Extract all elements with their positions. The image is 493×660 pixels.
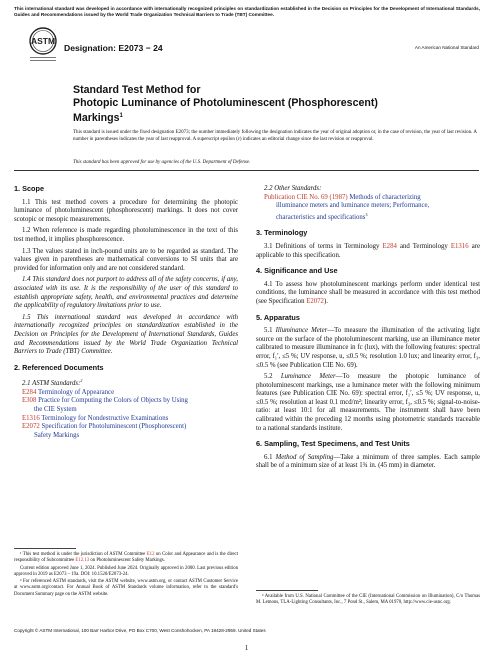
ref-e308[interactable]: E308 Practice for Computing the Colors of Objects by Using bbox=[22, 397, 188, 405]
dod-approval-note: This standard has been approved for use by agencies of the U.S. Department of Defense. bbox=[73, 160, 251, 165]
footnote-1-edition: Current edition approved June 1, 2024. Published June 2024. Originally approved in 2000. Last previous edition approved in 2019 as E2073 – 19a. DOI: 10.1520/E2073-24. bbox=[14, 565, 238, 577]
ref-e308-cont[interactable]: the CIE System bbox=[34, 406, 77, 414]
astm-logo-icon bbox=[27, 27, 59, 67]
para-1-3: 1.3 The values stated in inch-pound units are to be regarded as standard. The values given in parentheses are mathematical conversions to SI units that are provided for information only and are not considered standard. bbox=[14, 247, 238, 272]
american-national-standard-label: An American National Standard bbox=[414, 45, 479, 50]
ref-e284[interactable]: E284 Terminology of Appearance bbox=[22, 388, 115, 396]
para-6-1: 6.1 Method of Sampling—Take a minimum of three samples. Each sample shall be of a minimum size of at least 1¾ in. (45 mm) in diameter. bbox=[256, 453, 480, 470]
para-1-5: 1.5 This international standard was developed in accordance with internationally recognized principles on standardization established in the Decision on Principles for the Development of International Standards, Guides and Recommendations issued by the World Trade Organization Technical Barriers to Trade (TBT) Committee. bbox=[14, 313, 238, 356]
page-number: 1 bbox=[244, 644, 249, 652]
link-e1316[interactable]: E1316 bbox=[450, 242, 469, 250]
section-2-heading: 2. Referenced Documents bbox=[14, 362, 104, 372]
footnote-divider-right bbox=[256, 590, 318, 591]
section-4-heading: 4. Significance and Use bbox=[256, 266, 338, 276]
section-3-heading: 3. Terminology bbox=[256, 228, 308, 238]
other-standards-subheading: 2.2 Other Standards: bbox=[264, 185, 322, 192]
ref-cie-69-cont-1[interactable]: illuminance meters and luminance meters; Performance, bbox=[276, 202, 430, 210]
svg-text:ASTM: ASTM bbox=[30, 36, 56, 46]
ref-cie-69[interactable]: Publication CIE No. 69 (1987) Methods of characterizing bbox=[264, 193, 421, 201]
footnote-1: ¹ This test method is under the jurisdiction of ASTM Committee E12 on Color and Appearance and is the direct responsibility of Subcommittee E12.13 on Photoluminescent Safety Markings. bbox=[14, 552, 238, 564]
footnotes-left bbox=[14, 552, 238, 599]
para-1-4: 1.4 This standard does not purport to address all of the safety concerns, if any, associated with its use. It is the responsibility of the user of this standard to establish appropriate safety, health, and environmental practices and determine the applicability of regulatory limitations prior to use. bbox=[14, 276, 238, 310]
title-line-2: Photopic Luminance of Photoluminescent (Phosphorescent) bbox=[73, 96, 378, 109]
designation: Designation: E2073 − 24 bbox=[64, 43, 163, 53]
title-line-1: Standard Test Method for bbox=[73, 84, 201, 96]
section-6-heading: 6. Sampling, Test Specimens, and Test Units bbox=[256, 439, 410, 449]
standard-issuance-note: This standard is issued under the fixed designation E2073; the number immediately following the designation indicates the year of original adoption or, in the case of revision, the year of last revision. A number in parentheses indicates the year of last reapproval. A superscript epsilon (ε) indicates an editorial change since the last revision or reapproval. bbox=[73, 130, 477, 142]
para-1-1: 1.1 This test method covers a procedure for determining the photopic luminance of photoluminescent (phosphorescent) markings. It does not cover scotopic or mesopic measurements. bbox=[14, 198, 238, 223]
header-divider bbox=[14, 170, 479, 171]
section-5-heading: 5. Apparatus bbox=[256, 312, 300, 322]
title-footnote-mark[interactable]: 1 bbox=[119, 112, 123, 119]
footnote-2: ² For referenced ASTM standards, visit the ASTM website, www.astm.org, or contact ASTM Customer Service at www.astm.org/contact. For Annual Book of ASTM Standards volume information, refer to the standard's Document Summary page on the ASTM website. bbox=[14, 579, 238, 597]
ref-e2072[interactable]: E2072 Specification for Photoluminescent (Phosphorescent) bbox=[22, 423, 187, 431]
ref-e2072-cont[interactable]: Safety Markings bbox=[34, 431, 80, 439]
footnote-divider-left bbox=[14, 548, 76, 549]
copyright-line: Copyright © ASTM International, 100 Barr Harbor Drive, PO Box C700, West Conshohocken, PA 19428-2959. United States bbox=[14, 628, 266, 633]
link-e2072[interactable]: E2072 bbox=[306, 297, 324, 305]
ref-e1316[interactable]: E1316 Terminology for Nondestructive Examinations bbox=[22, 414, 169, 422]
section-1-heading: 1. Scope bbox=[14, 184, 45, 193]
document-title bbox=[73, 84, 473, 124]
para-5-2: 5.2 Luminance Meter—To measure the photopic luminance of photoluminescent markings, use a luminance meter with the following minimum features (see Publication CIE No. 69): spectral error, f₁′, ≤5 %; UV response, u, ≤0.5 %; resolution at least 0.1 mcd/m²; linearity error, f₃, ≤0.5 %; signal-to-noise-ratio: at least 10:1 for all measurements. The instrument shall have been calibrated within the preceding 12 months using photometric standards traceable to a national standards institute. bbox=[256, 373, 480, 432]
footnote-3: ³ Available from U.S. National Committee of the CIE (International Commission on Illumination), C/o Thomas M. Lemons, TLA-Lighting Consultants, Inc., 7 Pond St., Salem, MA 01970, http://www.cie-usnc.org. bbox=[256, 594, 480, 606]
para-4-1: 4.1 To assess how photoluminescent markings perform under identical test conditions, the luminance shall be measured in accordance with this test method (see Specification E2072). bbox=[256, 280, 480, 305]
link-e12-13[interactable]: E12.13 bbox=[75, 558, 90, 564]
para-5-1: 5.1 Illuminance Meter—To measure the illumination of the activating light source on the surface of the photoluminescent marking, use an illuminance meter calibrated to measure illuminance in fc (lux), with the following features: spectral error, f₁′, ≤5 %; UV response, u, ≤0.5 %; resolution 1.0 lux; and linearity error, f₃, ≤0.5 % (see Publication CIE No. 69). bbox=[256, 327, 481, 369]
astm-standards-subheading: 2.1 ASTM Standards:$^2$ bbox=[22, 378, 83, 388]
para-3-1: 3.1 Definitions of terms in Terminology E284 and Terminology E1316 are applicable to this specification. bbox=[256, 242, 480, 259]
footnotes-right bbox=[256, 594, 480, 608]
title-line-3: Markings$^1$ bbox=[73, 111, 123, 124]
left-column bbox=[14, 178, 238, 440]
para-1-2: 1.2 When reference is made regarding photoluminescence in the text of this test method, it implies phosphorescence. bbox=[14, 227, 238, 243]
international-standard-notice: This international standard was developed in accordance with internationally recognized principles on standardization established in the Decision on Principles for the Development of International Standards, Guides and Recommendations issued by the World Trade Organization Technical Barriers to Trade (TBT) Committee. bbox=[14, 6, 480, 17]
link-e284[interactable]: E284 bbox=[382, 242, 397, 250]
link-e12[interactable]: E12 bbox=[146, 552, 155, 557]
right-column bbox=[256, 178, 480, 474]
ref-cie-69-cont-2[interactable]: characteristics and specifications$^3$ bbox=[276, 211, 368, 221]
